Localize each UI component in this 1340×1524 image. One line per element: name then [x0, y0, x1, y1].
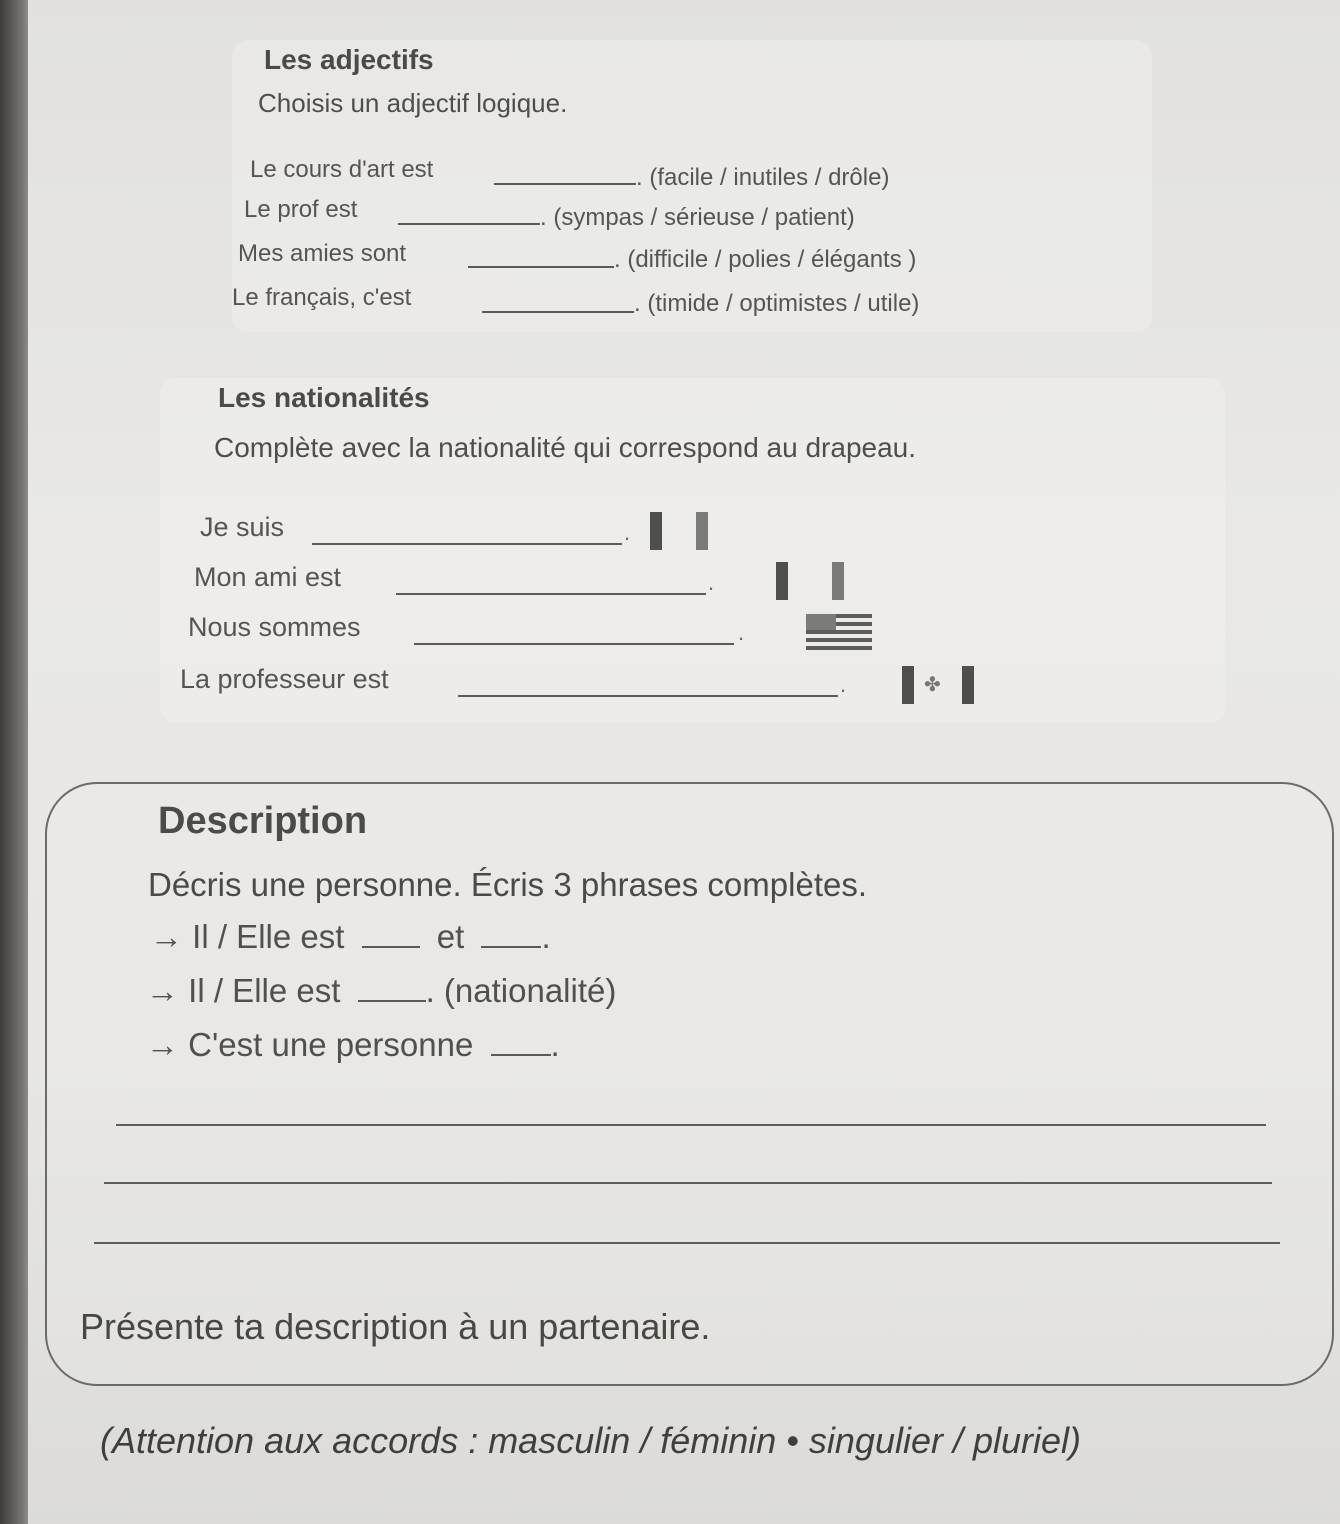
arrow-icon: →: [146, 1026, 179, 1063]
nationalite-blank-2[interactable]: [396, 592, 706, 595]
adjectif-prompt-4: Le français, c'est: [232, 284, 412, 311]
sentence-text: C'est une personne: [188, 1026, 474, 1063]
canada-flag-icon: [902, 666, 976, 704]
adjectif-options-1: . (facile / inutiles / drôle): [636, 164, 890, 191]
nationalite-period-2: .: [708, 570, 715, 595]
answer-blank[interactable]: [481, 946, 541, 948]
adjectif-options-4: . (timide / optimistes / utile): [634, 290, 920, 317]
nationalite-blank-3[interactable]: [414, 642, 734, 645]
description-line-2: [146, 972, 616, 1010]
nationalite-period-1: .: [624, 520, 631, 545]
adjectif-options-2: . (sympas / sérieuse / patient): [540, 204, 855, 231]
adjectif-prompt-3: Mes amies sont: [238, 240, 407, 267]
adjectif-blank-3[interactable]: [468, 265, 614, 268]
adjectif-blank-1[interactable]: [494, 182, 636, 185]
nationalite-blank-1[interactable]: [312, 542, 622, 545]
present-instruction: Présente ta description à un partenaire.: [80, 1306, 711, 1347]
description-line-1: [150, 918, 551, 956]
nationalites-title: Les nationalités: [218, 382, 430, 413]
answer-blank[interactable]: [491, 1054, 551, 1056]
sentence-text: et: [436, 918, 465, 955]
nationalite-prompt-1: Je suis: [200, 512, 285, 542]
sentence-text: Il / Elle est: [192, 918, 345, 955]
answer-blank[interactable]: [362, 946, 420, 948]
writing-line-1[interactable]: [116, 1124, 1266, 1126]
adjectif-prompt-2: Le prof est: [244, 196, 358, 223]
sentence-end: .: [550, 1026, 560, 1063]
adjectifs-title: Les adjectifs: [264, 44, 434, 75]
arrow-icon: →: [150, 918, 183, 955]
adjectif-prompt-1: Le cours d'art est: [250, 156, 434, 183]
description-title: Description: [158, 800, 368, 842]
attention-note: (Attention aux accords : masculin / féminin • singulier / pluriel): [100, 1420, 1082, 1461]
nationalites-instruction: Complète avec la nationalité qui correspond au drapeau.: [214, 432, 917, 463]
sentence-end: .: [541, 918, 551, 955]
vertical-tricolor-flag-icon: [650, 512, 716, 550]
nationalite-period-4: .: [840, 672, 847, 697]
answer-blank[interactable]: [358, 1000, 426, 1002]
writing-line-3[interactable]: [94, 1242, 1280, 1244]
nationalite-prompt-4: La professeur est: [180, 664, 389, 694]
adjectif-blank-2[interactable]: [398, 222, 540, 225]
adjectif-options-3: . (difficile / polies / élégants ): [614, 246, 917, 273]
nationalite-blank-4[interactable]: [458, 694, 838, 697]
adjectif-blank-4[interactable]: [482, 310, 634, 313]
description-instruction: Décris une personne. Écris 3 phrases complètes.: [148, 866, 868, 903]
us-flag-icon: [806, 614, 872, 652]
nationalite-prompt-2: Mon ami est: [194, 562, 342, 592]
nationalite-prompt-3: Nous sommes: [188, 612, 361, 642]
sentence-end: . (nationalité): [425, 972, 617, 1009]
adjectifs-instruction: Choisis un adjectif logique.: [258, 88, 568, 118]
sentence-text: Il / Elle est: [188, 972, 341, 1009]
writing-line-2[interactable]: [104, 1182, 1272, 1184]
arrow-icon: →: [146, 972, 179, 1009]
vertical-tricolor-flag-icon: [776, 562, 850, 600]
maple-leaf-icon: ✤: [924, 674, 941, 696]
nationalite-period-3: .: [738, 620, 745, 645]
description-line-3: [146, 1026, 560, 1064]
